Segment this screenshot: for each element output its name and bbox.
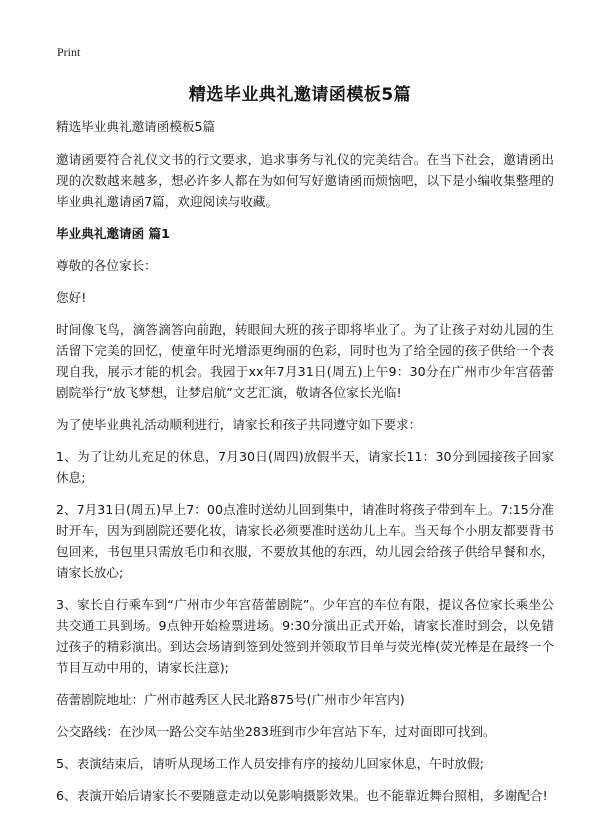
greeting: 您好!	[56, 290, 87, 305]
document-body	[56, 116, 554, 817]
section-heading: 毕业典礼邀请函 篇1	[56, 226, 170, 241]
document-title: 精选毕业典礼邀请函模板5篇	[188, 85, 412, 105]
body-paragraph-2: 为了使毕业典礼活动顺利进行，请家长和孩子共同遵守如下要求：	[56, 417, 422, 432]
requirement-item-2: 2、7月31日(周五)早上7：00点准时送幼儿回到集中，请准时将孩子带到车上。7:15分准时开车，因为到剧院还要化妆，请家长必须要准时送幼儿上车。当天每个小朋友都要背书包回来，书包里只需放毛巾和衣服，不要放其他的东西，幼儿园会给孩子供给早餐和水，请家长放心;	[56, 502, 554, 580]
requirement-item-6: 6、表演开始后请家长不要随意走动以免影响摄影效果。也不能靠近舞台照相，多谢配合!	[56, 788, 548, 803]
salutation: 尊敬的各位家长：	[56, 258, 157, 273]
body-paragraph-1: 时间像飞鸟，滴答滴答向前跑，转眼间大班的孩子即将毕业了。为了让孩子对幼儿园的生活留下完美的回忆，使童年时光增添更绚丽的色彩，同时也为了给全园的孩子供给一个表现自我，展示才能的机会。我园于xx年7月31日(周五)上午9：30分在广州市少年宫蓓蕾剧院举行“放飞梦想，让梦启航”文艺汇演，敬请各位家长光临!	[56, 322, 554, 400]
intro-paragraph: 邀请函要符合礼仪文书的行文要求，追求事务与礼仪的完美结合。在当下社会，邀请函出现的次数越来越多，想必许多人都在为如何写好邀请函而烦恼吧，以下是小编收集整理的毕业典礼邀请函7篇，欢迎阅读与收藏。	[56, 152, 554, 209]
bus-route: 公交路线：在沙凤一路公交车站坐283班到市少年宫站下车，过对面即可找到。	[56, 724, 496, 739]
requirement-item-5: 5、表演结束后，请听从现场工作人员安排有序的接幼儿回家休息，午时放假;	[56, 756, 484, 771]
requirement-item-1: 1、为了让幼儿充足的休息，7月30日(周四)放假半天，请家长11：30分到园接孩子回家休息;	[56, 449, 554, 485]
requirement-item-3: 3、家长自行乘车到“广州市少年宫蓓蕾剧院”。少年宫的车位有限，提议各位家长乘坐公共交通工具到场。9点钟开始检票进场。9:30分演出正式开始，请家长准时到会，以免错过孩子的精彩演出。到达会场请到签到处签到并领取节目单与荧光棒(荧光棒是在最终一个节目互动中用的，请家长注意);	[56, 597, 554, 675]
venue-address: 蓓蕾剧院地址：广州市越秀区人民北路875号(广州市少年宫内)	[56, 692, 405, 707]
print-label: Print	[57, 45, 81, 59]
document-subtitle: 精选毕业典礼邀请函模板5篇	[56, 119, 216, 134]
